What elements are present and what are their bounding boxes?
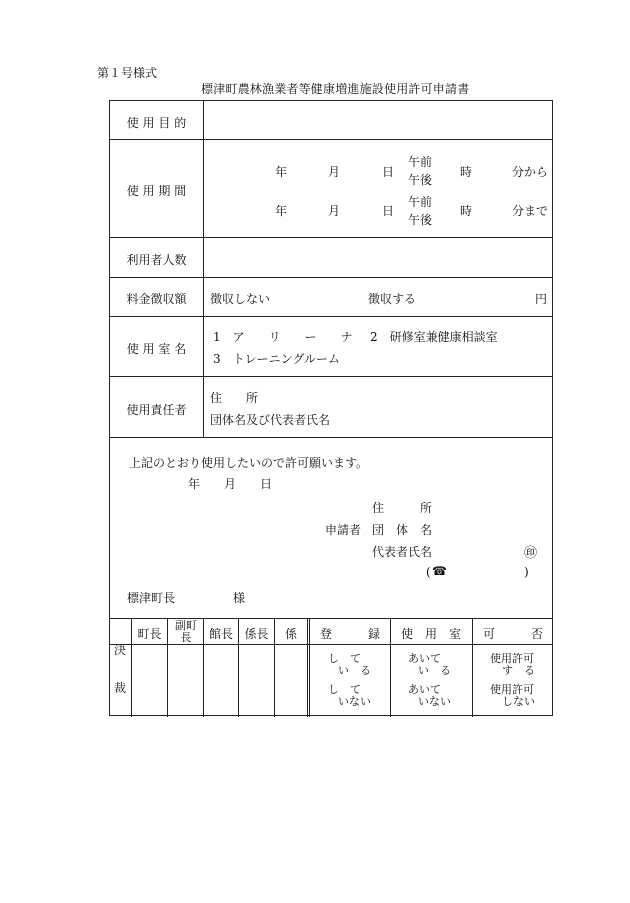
room-option[interactable]: 1 ア リ ー ナ bbox=[213, 330, 353, 344]
permit-option[interactable]: す る bbox=[502, 664, 535, 677]
row-divider bbox=[110, 437, 552, 438]
period-label: 使 用 期 間 bbox=[126, 184, 187, 198]
approval-label-top: 決 bbox=[114, 643, 127, 657]
application-form-table: 使 用 目 的 使 用 期 間 年 月 日 午前 午後 時 分から 年 月 日 午前 午後 時 分まで 利用者人数 料金徴収額 徴収しない 徴収する 円 使 用 室 名 1 ア リ ー ナ 2 研修室兼健康相談室 3 トレーニングルーム 使用責任者 住 所 団体名及び代表者氏名 上記のとおり使用したいので許可願います。 年 月 日 住 所 申請者 団 体 名 代表者氏名 ㊞ ( ☎ ) 標津町長 様 決 裁 町長 副町長 館長 係長 係 登 録 使 用 室 可 否 し て い る し て いない あいて い る あいて いない 使用許可 す る 使用許可 しない bbox=[109, 100, 553, 716]
with-fee-option[interactable]: 徴収する bbox=[368, 292, 417, 306]
room-available-option[interactable]: い る bbox=[418, 664, 451, 677]
applicant-rep-field[interactable]: 代表者氏名 bbox=[372, 545, 433, 559]
room-option[interactable]: 3 トレーニングルーム bbox=[213, 352, 341, 366]
row-divider bbox=[110, 376, 552, 377]
pm-option[interactable]: 午後 bbox=[408, 173, 433, 187]
addressee: 標津町長 bbox=[127, 591, 176, 605]
telephone-icon: ☎ bbox=[432, 564, 447, 578]
am-option[interactable]: 午前 bbox=[408, 195, 433, 209]
permit-option[interactable]: 使用許可 bbox=[490, 652, 534, 665]
registered-option[interactable]: い る bbox=[338, 664, 371, 677]
room-option[interactable]: 2 研修室兼健康相談室 bbox=[370, 330, 498, 344]
role-deputy-mayor: 副町長 bbox=[175, 619, 197, 644]
row-divider bbox=[110, 316, 552, 317]
not-registered-option[interactable]: いない bbox=[338, 695, 371, 708]
fee-label: 料金徴収額 bbox=[126, 292, 187, 306]
manager-label: 使用責任者 bbox=[126, 403, 187, 417]
not-registered-option[interactable]: し て bbox=[328, 683, 361, 696]
registration-header: 登 録 bbox=[320, 627, 381, 641]
deny-option[interactable]: 使用許可 bbox=[490, 683, 534, 696]
room-unavailable-option[interactable]: あいて bbox=[408, 683, 441, 696]
no-fee-option[interactable]: 徴収しない bbox=[210, 292, 271, 306]
seal-icon: ㊞ bbox=[524, 546, 538, 561]
form-title: 標津町農林漁業者等健康増進施設使用許可申請書 bbox=[201, 82, 470, 96]
room-unavailable-option[interactable]: いない bbox=[418, 695, 451, 708]
role-mayor: 町長 bbox=[137, 627, 162, 641]
applicant-address-field[interactable]: 住 所 bbox=[372, 501, 433, 515]
applicant-label: 申請者 bbox=[325, 523, 362, 537]
honorific: 様 bbox=[233, 591, 246, 605]
rooms-label: 使 用 室 名 bbox=[126, 342, 187, 356]
pm-option[interactable]: 午後 bbox=[408, 213, 433, 227]
deny-option[interactable]: しない bbox=[502, 695, 535, 708]
permission-header: 可 否 bbox=[483, 627, 544, 641]
row-divider bbox=[110, 277, 552, 278]
users-label: 利用者人数 bbox=[126, 253, 187, 267]
form-number: 第１号様式 bbox=[97, 66, 158, 80]
room-availability-header: 使 用 室 bbox=[401, 627, 462, 641]
role-chief: 係長 bbox=[244, 627, 269, 641]
role-staff: 係 bbox=[284, 627, 297, 641]
request-statement: 上記のとおり使用したいので許可願います。 bbox=[129, 456, 369, 470]
row-divider bbox=[110, 139, 552, 140]
row-divider bbox=[110, 237, 552, 238]
manager-org-field[interactable]: 団体名及び代表者氏名 bbox=[210, 413, 331, 427]
purpose-label: 使 用 目 的 bbox=[126, 116, 187, 130]
approval-label-bottom: 裁 bbox=[114, 681, 127, 695]
manager-address-field[interactable]: 住 所 bbox=[210, 391, 259, 405]
am-option[interactable]: 午前 bbox=[408, 155, 433, 169]
label-column-divider bbox=[203, 101, 204, 437]
role-director: 館長 bbox=[208, 627, 233, 641]
room-available-option[interactable]: あいて bbox=[408, 652, 441, 665]
applicant-org-field[interactable]: 団 体 名 bbox=[372, 523, 433, 537]
registered-option[interactable]: し て bbox=[328, 652, 361, 665]
fee-currency: 円 bbox=[535, 292, 548, 306]
